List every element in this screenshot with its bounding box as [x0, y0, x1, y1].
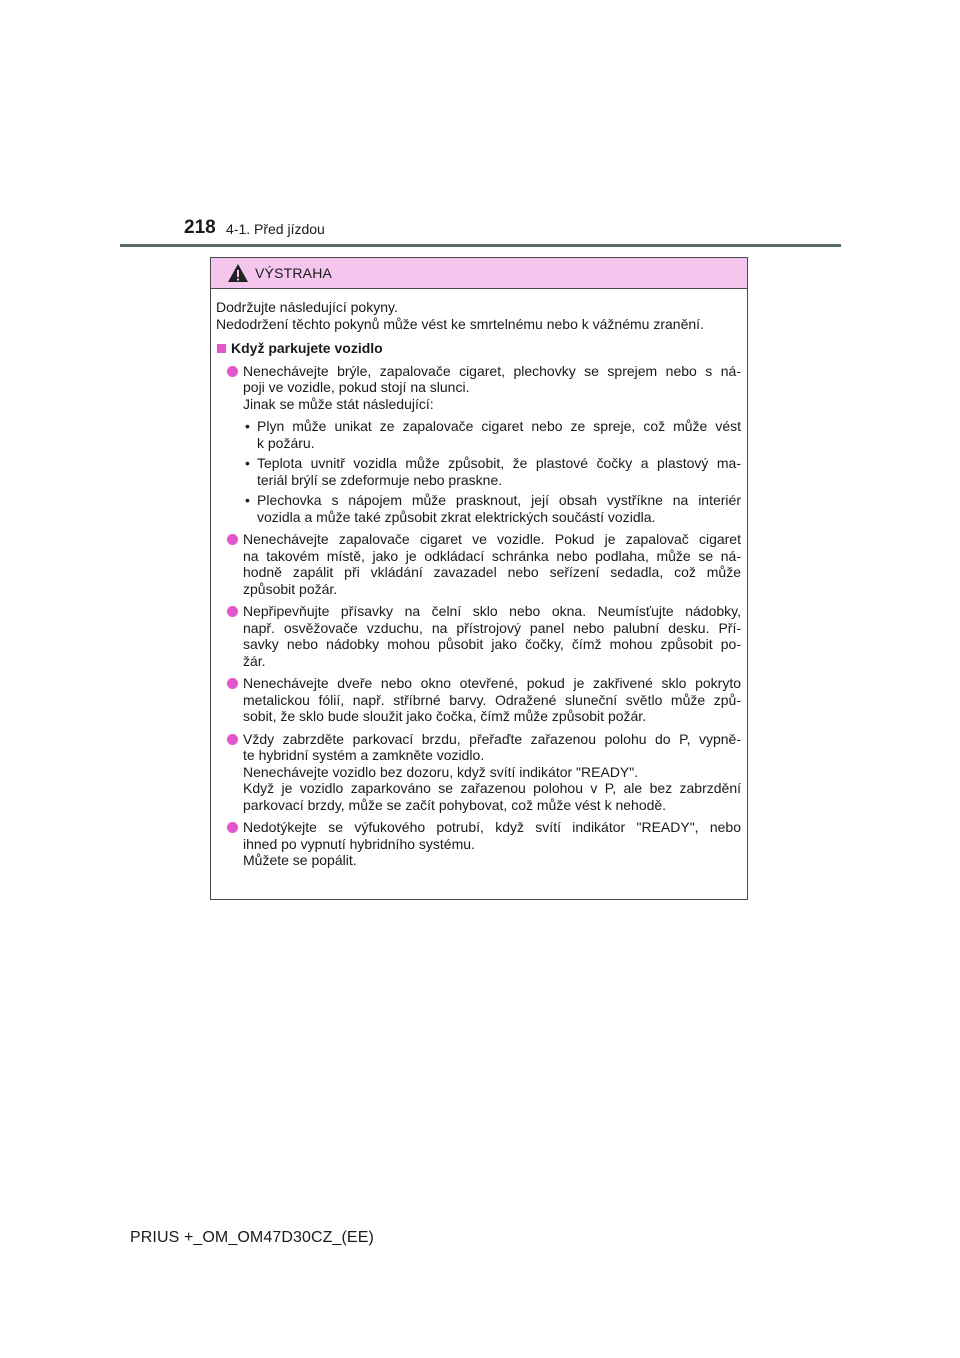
section-title: 4-1. Před jízdou	[226, 221, 325, 237]
item-line: Nepřipevňujte přísavky na čelní sklo nebo okna. Neumísťujte nádobky,	[243, 603, 741, 619]
item-line: žár.	[243, 652, 266, 669]
warning-title: VÝSTRAHA	[255, 265, 333, 281]
page-number: 218	[184, 217, 216, 238]
warning-item	[216, 531, 741, 597]
warning-item	[216, 603, 741, 669]
item-line: hodně zapálit při vkládání zavazadel nebo seřízení sedadla, což může	[243, 564, 741, 580]
item-line: sobit, že sklo bude sloužit jako čočka, čímž může způsobit požár.	[243, 708, 647, 724]
sub-item-line: vozidla a může také způsobit zkrat elektrických součástí vozidla.	[257, 508, 656, 525]
item-line: způsobit požár.	[243, 580, 338, 597]
warning-box	[210, 257, 748, 900]
warning-item	[216, 675, 741, 725]
sub-item-line: Plechovka s nápojem může prasknout, její obsah vystříkne na interiér	[257, 492, 741, 508]
subheading-text: Když parkujete vozidlo	[231, 340, 383, 356]
sub-list	[243, 418, 741, 525]
item-line: Nenechávejte brýle, zapalovače cigaret, plechovky se sprejem nebo s ná-	[243, 362, 741, 379]
sub-item-line: k požáru.	[257, 434, 315, 451]
warning-item	[216, 731, 741, 814]
item-line: ihned po vypnutí hybridního systému.	[243, 835, 475, 852]
warning-header	[211, 258, 747, 289]
subheading	[216, 340, 741, 357]
square-bullet-icon	[217, 344, 226, 353]
item-line: Nenechávejte vozidlo bez dozoru, když svítí indikátor "READY".	[243, 763, 639, 780]
item-line: Můžete se popálit.	[243, 852, 357, 868]
item-line: Vždy zabrzděte parkovací brzdu, přeřaďte zařazenou polohu do P, vypně-	[243, 730, 741, 747]
sub-item-line: teriál brýlí se zdeformuje nebo praskne.	[257, 471, 503, 488]
header-rule	[120, 244, 841, 247]
sub-item	[243, 492, 741, 525]
item-line: parkovací brzdy, může se začít pohybovat, což může vést k nehodě.	[243, 796, 667, 813]
item-line: poji ve vozidle, pokud stojí na slunci.	[243, 379, 470, 395]
sub-item-line: Teplota uvnitř vozidla může způsobit, že plastové čočky a plastový ma-	[257, 455, 741, 471]
dot-bullet-icon	[227, 534, 238, 545]
item-line: Jinak se může stát následující:	[243, 395, 434, 412]
item-line: metalickou fólií, např. stříbrné barvy. Odražené sluneční světlo může způ-	[243, 691, 741, 708]
item-line: Když je vozidlo zaparkováno se zařazenou polohou v P, ale bez zabrzdění	[243, 780, 741, 796]
small-bullet-icon: •	[245, 418, 250, 434]
item-line: např. osvěžovače vzduchu, na přístrojový panel nebo palubní desku. Pří-	[243, 619, 741, 636]
item-line: te hybridní systém a zamkněte vozidlo.	[243, 747, 485, 763]
dot-bullet-icon	[227, 678, 238, 689]
footer-document-code: PRIUS +_OM_OM47D30CZ_(EE)	[130, 1229, 374, 1246]
dot-bullet-icon	[227, 606, 238, 617]
small-bullet-icon: •	[245, 455, 250, 471]
warning-body	[211, 289, 747, 869]
item-line: Nenechávejte zapalovače cigaret ve vozidle. Pokud je zapalovač cigaret	[243, 531, 741, 547]
intro-line: Nedodržení těchto pokynů může vést ke smrtelnému nebo k vážnému zranění.	[216, 315, 704, 332]
item-line: Nenechávejte dveře nebo okno otevřené, pokud je zakřivené sklo pokryto	[243, 675, 741, 691]
item-line: na takovém místě, jako je odkládací schránka nebo podlaha, může se ná-	[243, 547, 741, 564]
sub-item	[243, 455, 741, 488]
small-bullet-icon: •	[245, 492, 250, 508]
warning-item	[216, 819, 741, 869]
sub-item-line: Plyn může unikat ze zapalovače cigaret nebo ze spreje, což může vést	[257, 418, 741, 434]
intro-line: Dodržujte následující pokyny.	[216, 299, 398, 315]
item-line: Nedotýkejte se výfukového potrubí, když svítí indikátor "READY", nebo	[243, 819, 741, 835]
sub-item	[243, 418, 741, 451]
dot-bullet-icon	[227, 822, 238, 833]
warning-item	[216, 363, 741, 526]
warning-triangle-icon	[227, 263, 249, 283]
item-line: savky nebo nádobky mohou působit jako čočky, čímž mohou způsobit po-	[243, 636, 741, 652]
dot-bullet-icon	[227, 366, 238, 377]
dot-bullet-icon	[227, 734, 238, 745]
